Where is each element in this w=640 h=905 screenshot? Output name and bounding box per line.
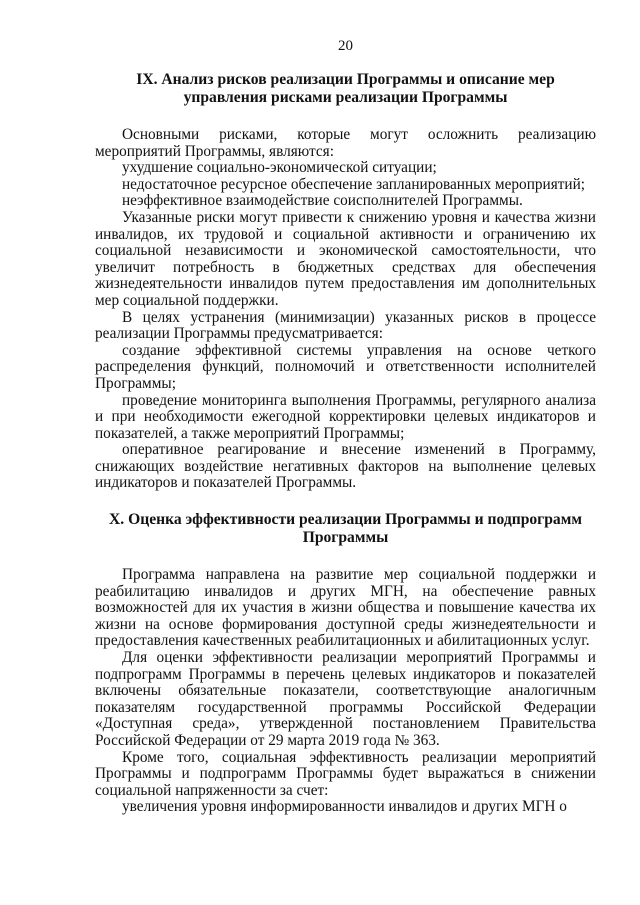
section-risk-analysis	[95, 71, 596, 492]
list-item: оперативное реагирование и внесение изменений в Программу, снижающих воздействие негативных факторов на выполнение целевых индикаторов и показателей Программы.	[95, 441, 596, 492]
paragraph: Указанные риски могут привести к снижению уровня и качества жизни инвалидов, их трудовой и социальной активности и ограничению их социальной независимости и экономической самостоятельности, что увеличит потребность в бюджетных средствах для обеспечения жизнедеятельности инвалидов путем предоставления им дополнительных мер социальной поддержки.	[95, 208, 596, 309]
section-title	[95, 511, 596, 547]
list-item: увеличения уровня информированности инвалидов и других МГН о	[122, 798, 567, 816]
section-title-line2: Программы	[302, 529, 389, 547]
section-title	[95, 71, 596, 107]
paragraph: В целях устранения (минимизации) указанных рисков в процессе реализации Программы предусматривается:	[95, 308, 596, 343]
list-item: создание эффективной системы управления на основе четкого распределения функций, полномочий и ответственности исполнителей Программы;	[95, 341, 596, 392]
list-item: проведение мониторинга выполнения Программы, регулярного анализа и при необходимости ежегодной корректировки целевых индикаторов и показателей, а также мероприятий Программы;	[95, 391, 596, 442]
list-item: ухудшение социально-экономической ситуации;	[122, 159, 437, 177]
paragraph: Основными рисками, которые могут осложнить реализацию мероприятий Программы, являются:	[95, 126, 596, 160]
section-efficiency-assessment	[95, 511, 596, 816]
page-number: 20	[338, 38, 353, 54]
section-title-line2: управления рисками реализации Программы	[183, 89, 508, 106]
section-title-line1: IX. Анализ рисков реализации Программы и описание мер	[136, 71, 555, 88]
section-title-line1: X. Оценка эффективности реализации Программы и подпрограмм	[109, 511, 582, 529]
list-item: недостаточное ресурсное обеспечение запланированных мероприятий;	[122, 175, 586, 193]
paragraph: Для оценки эффективности реализации мероприятий Программы и подпрограмм Программы в перечень целевых индикаторов и показателей включены обязательные показатели, соответствующие аналогичным показателям государственной программы Российской Федерации «Доступная среда», утвержденной постановлением Правительства Российской Федерации от 29 марта 2019 года № 363.	[95, 649, 596, 749]
paragraph: Программа направлена на развитие мер социальной поддержки и реабилитацию инвалидов и других МГН, на обеспечение равных возможностей для их участия в жизни общества и повышение качества их жизни на основе формирования доступной среды жизнедеятельности и предоставления качественных реабилитационных и абилитационных услуг.	[95, 566, 596, 650]
list-item: неэффективное взаимодействие соисполнителей Программы.	[122, 192, 523, 210]
paragraph: Кроме того, социальная эффективность реализации мероприятий Программы и подпрограмм Программы будет выражаться в снижении социальной напряженности за счет:	[95, 748, 596, 799]
